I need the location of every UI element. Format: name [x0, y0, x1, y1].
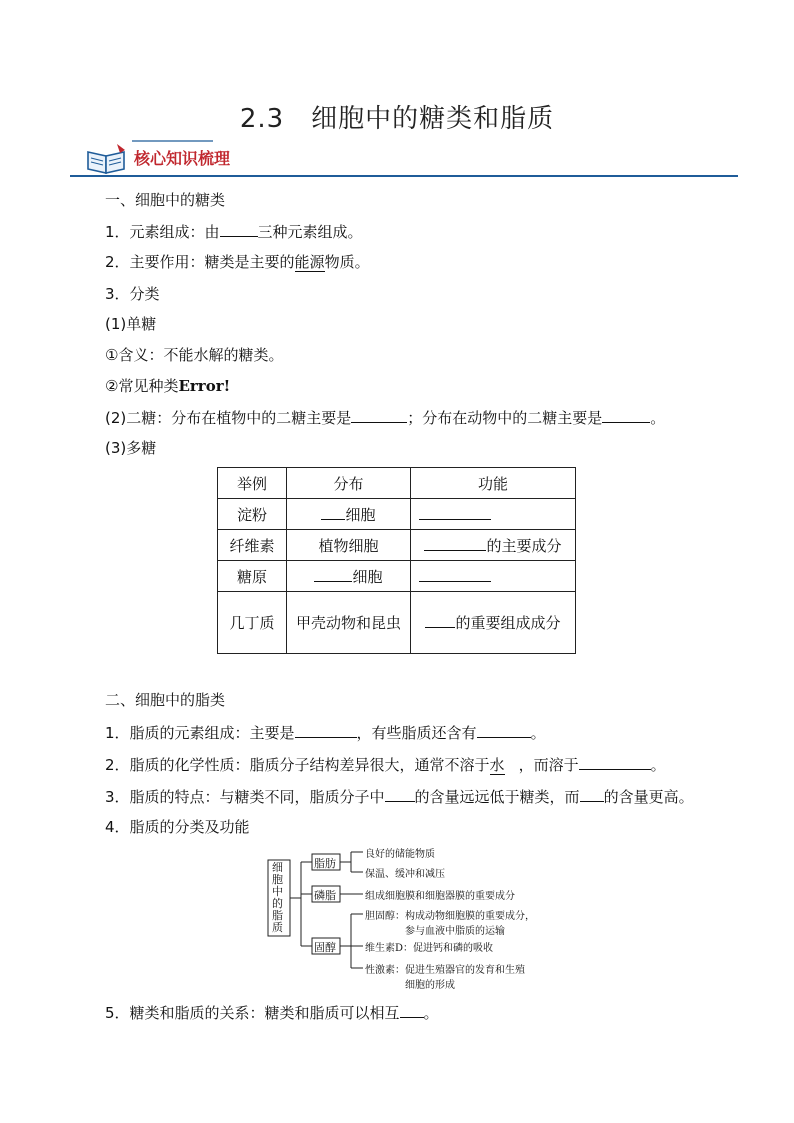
diagram-phospholipid: 磷脂 — [314, 889, 336, 902]
table-cell: 甲壳动物和昆虫 — [287, 592, 411, 654]
table-header: 举例 — [218, 468, 287, 499]
table-header: 功能 — [411, 468, 576, 499]
item-function: 2．主要作用：糖类是主要的能源物质。 — [105, 253, 370, 271]
mono-types: ②常见种类Error! — [105, 377, 231, 395]
table-header: 分布 — [287, 468, 411, 499]
diagram-sex-hormone: 性激素：促进生殖器官的发育和生殖 — [365, 965, 525, 976]
blank — [385, 786, 415, 802]
heading-lipids: 二、细胞中的脂类 — [105, 691, 226, 709]
table-header-row — [218, 468, 576, 499]
diagram-vitamin-d: 维生素D：促进钙和磷的吸收 — [365, 943, 494, 954]
table-cell: 细胞 — [287, 561, 411, 592]
table-row — [218, 561, 576, 592]
diagram-fat: 脂肪 — [314, 857, 336, 870]
mono-definition: ①含义：不能水解的糖类。 — [105, 346, 284, 364]
blank — [351, 407, 407, 423]
diagram-cholesterol: 胆固醇：构成动物细胞膜的重要成分， — [365, 911, 535, 922]
table-cell: 的主要成分 — [411, 530, 576, 561]
polysaccharide-table — [217, 467, 576, 654]
table-cell: 的重要组成成分 — [411, 592, 576, 654]
mono-heading: (1)单糖 — [105, 315, 157, 333]
table-cell: 细胞 — [287, 499, 411, 530]
diagram-fat-func2: 保温、缓冲和减压 — [365, 869, 445, 880]
table-cell: 纤维素 — [218, 530, 287, 561]
item-classification: 3．分类 — [105, 285, 160, 303]
blank — [220, 221, 258, 237]
table-cell — [411, 499, 576, 530]
lipid-feature: 3．脂质的特点：与糖类不同，脂质分子中 的含量远远低于糖类，而 的含量更高。 — [105, 788, 694, 806]
blank — [579, 754, 651, 770]
table-cell: 植物细胞 — [287, 530, 411, 561]
blank — [580, 786, 604, 802]
poly-heading: (3)多糖 — [105, 439, 157, 457]
lipid-classification: 4．脂质的分类及功能 — [105, 818, 250, 836]
table-row — [218, 499, 576, 530]
sugar-lipid-relation: 5．糖类和脂质的关系：糖类和脂质可以相互 。 — [105, 1004, 439, 1022]
diagram-phos-func: 组成细胞膜和细胞器膜的重要成分 — [365, 891, 515, 902]
lipid-diagram — [265, 840, 565, 990]
diagram-fat-func1: 良好的储能物质 — [365, 849, 435, 860]
lipid-chem-property: 2．脂质的化学性质：脂质分子结构差异很大，通常不溶于水 ，而溶于 。 — [105, 756, 666, 774]
lipid-elements: 1．脂质的元素组成：主要是 ，有些脂质还含有 。 — [105, 724, 546, 742]
table-cell: 淀粉 — [218, 499, 287, 530]
table-cell: 糖原 — [218, 561, 287, 592]
diagram-sterol: 固醇 — [314, 941, 336, 954]
heading-sugars: 一、细胞中的糖类 — [105, 191, 226, 209]
table-cell: 几丁质 — [218, 592, 287, 654]
table-row — [218, 530, 576, 561]
section-header — [70, 140, 738, 182]
table-cell — [411, 561, 576, 592]
item-elements: 1．元素组成：由 三种元素组成。 — [105, 223, 363, 241]
blank — [295, 722, 357, 738]
diagram-root: 细胞中的脂质 — [272, 861, 283, 934]
disaccharide-line: (2)二糖：分布在植物中的二糖主要是 ；分布在动物中的二糖主要是 。 — [105, 409, 666, 427]
section-title: 核心知识梳理 — [134, 149, 231, 168]
blank — [477, 722, 531, 738]
blank — [400, 1002, 424, 1018]
diagram-cholesterol-2: 参与血液中脂质的运输 — [405, 926, 505, 937]
blank — [602, 407, 650, 423]
diagram-sex-hormone-2: 细胞的形成 — [405, 980, 455, 991]
page-title: 2.3 细胞中的糖类和脂质 — [239, 104, 555, 134]
table-row — [218, 592, 576, 654]
